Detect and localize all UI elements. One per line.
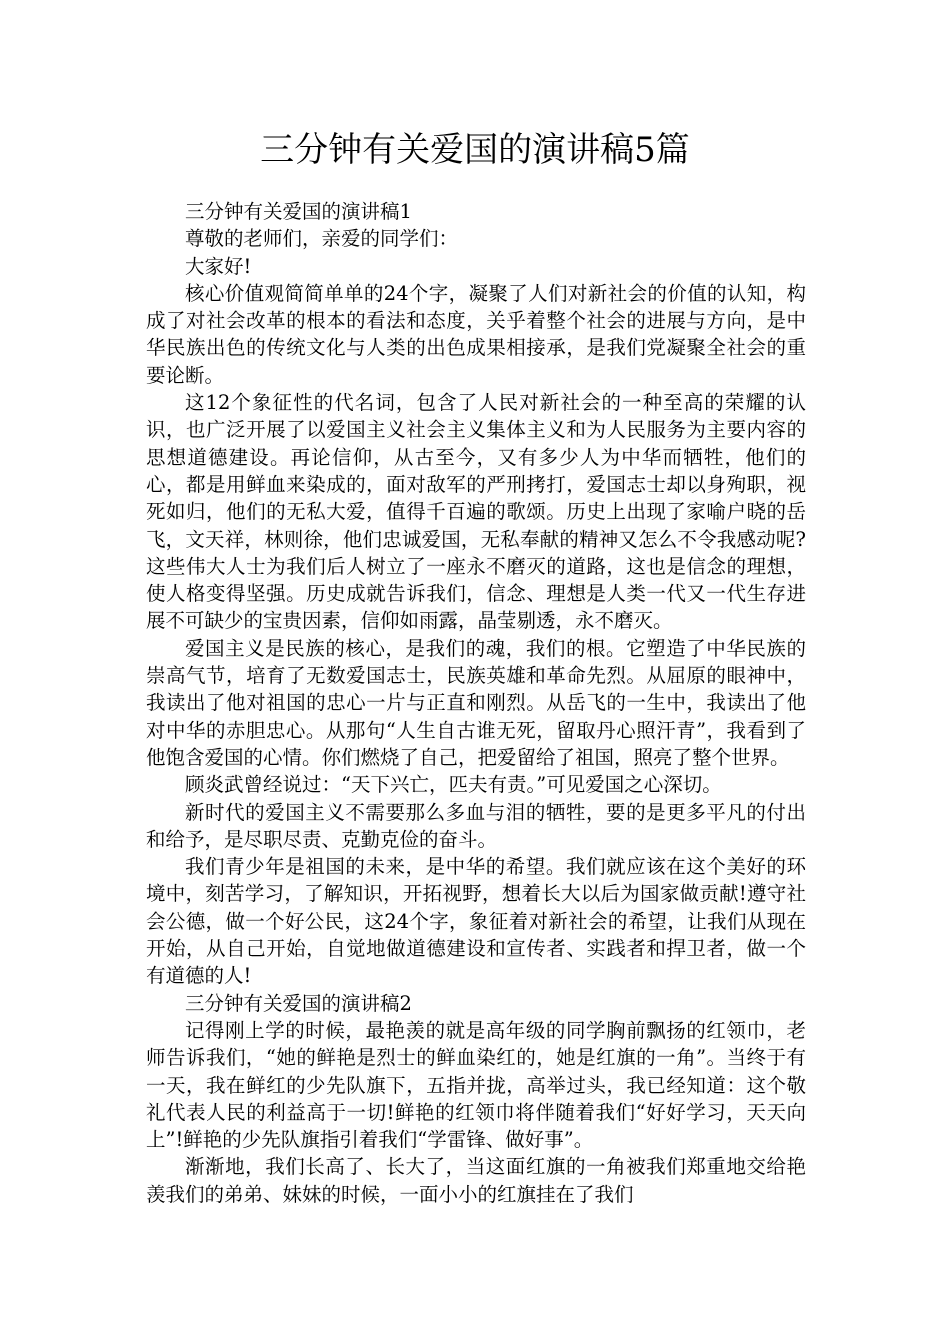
salutation: 尊敬的老师们，亲爱的同学们： xyxy=(185,227,459,251)
body-paragraph: 这12个象征性的代名词，包含了人民对新社会的一种至高的荣耀的认识，也广泛开展了以爱国主义社会主义集体主义和为人民服务为主要内容的思想道德建设。再论信仰，从古至今，又有多少人为中华而牺牲，他们的心，都是用鲜血来染成的，面对敌军的严刑拷打，爱国志士却以身殉职，视死如归，他们的无私大爱，值得千百遍的歌颂。历史上出现了家喻户晓的岳飞，文天祥，林则徐，他们忠诚爱国，无私奉献的精神又怎么不令我感动呢?这些伟大人士为我们后人树立了一座永不磨灭的道路，这也是信念的理想，使人格变得坚强。历史成就告诉我们，信念、理想是人类一代又一代生存进展不可缺少的宝贵因素，信仰如雨露，晶莹剔透，永不磨灭。 xyxy=(146,391,806,633)
greeting: 大家好! xyxy=(185,254,252,278)
document-body xyxy=(146,198,806,1208)
body-paragraph: 新时代的爱国主义不需要那么多血与泪的牺牲，要的是更多平凡的付出和给予，是尽职尽责、克勤克俭的奋斗。 xyxy=(146,800,806,851)
body-paragraph: 爱国主义是民族的核心，是我们的魂，我们的根。它塑造了中华民族的崇高气节，培育了无数爱国志士，民族英雄和革命先烈。从屈原的眼神中，我读出了他对祖国的忠心一片与正直和刚烈。从岳飞的一生中，我读出了他对中华的赤胆忠心。从那句“人生自古谁无死，留取丹心照汗青”，我看到了他饱含爱国的心情。你们燃烧了自己，把爱留给了祖国，照亮了整个世界。 xyxy=(146,636,806,769)
body-paragraph: 顾炎武曾经说过：“天下兴亡，匹夫有责。”可见爱国之心深切。 xyxy=(185,773,722,797)
body-paragraph: 渐渐地，我们长高了、长大了，当这面红旗的一角被我们郑重地交给艳羡我们的弟弟、妹妹的时候，一面小小的红旗挂在了我们 xyxy=(146,1155,806,1206)
body-paragraph: 核心价值观简简单单的24个字，凝聚了人们对新社会的价值的认知，构成了对社会改革的根本的看法和态度，关乎着整个社会的进展与方向，是中华民族出色的传统文化与人类的出色成果相接承，是我们党凝聚全社会的重要论断。 xyxy=(146,281,806,387)
body-paragraph: 我们青少年是祖国的未来，是中华的希望。我们就应该在这个美好的环境中，刻苦学习，了解知识，开拓视野，想着长大以后为国家做贡献!遵守社会公德，做一个好公民，这24个字，象征着对新社会的希望，让我们从现在开始，从自己开始，自觉地做道德建设和宣传者、实践者和捍卫者，做一个有道德的人! xyxy=(146,855,806,988)
body-paragraph: 记得刚上学的时候，最艳羡的就是高年级的同学胸前飘扬的红领巾，老师告诉我们，“她的鲜艳是烈士的鲜血染红的，她是红旗的一角”。当终于有一天，我在鲜红的少先队旗下，五指并拢，高举过头，我已经知道：这个敬礼代表人民的利益高于一切!鲜艳的红领巾将伴随着我们“好好学习，天天向上”!鲜艳的少先队旗指引着我们“学雷锋、做好事”。 xyxy=(146,1018,806,1152)
document-title: 三分钟有关爱国的演讲稿5篇 xyxy=(260,130,690,170)
speech-heading-2: 三分钟有关爱国的演讲稿2 xyxy=(185,991,412,1015)
speech-heading-1: 三分钟有关爱国的演讲稿1 xyxy=(185,200,412,223)
